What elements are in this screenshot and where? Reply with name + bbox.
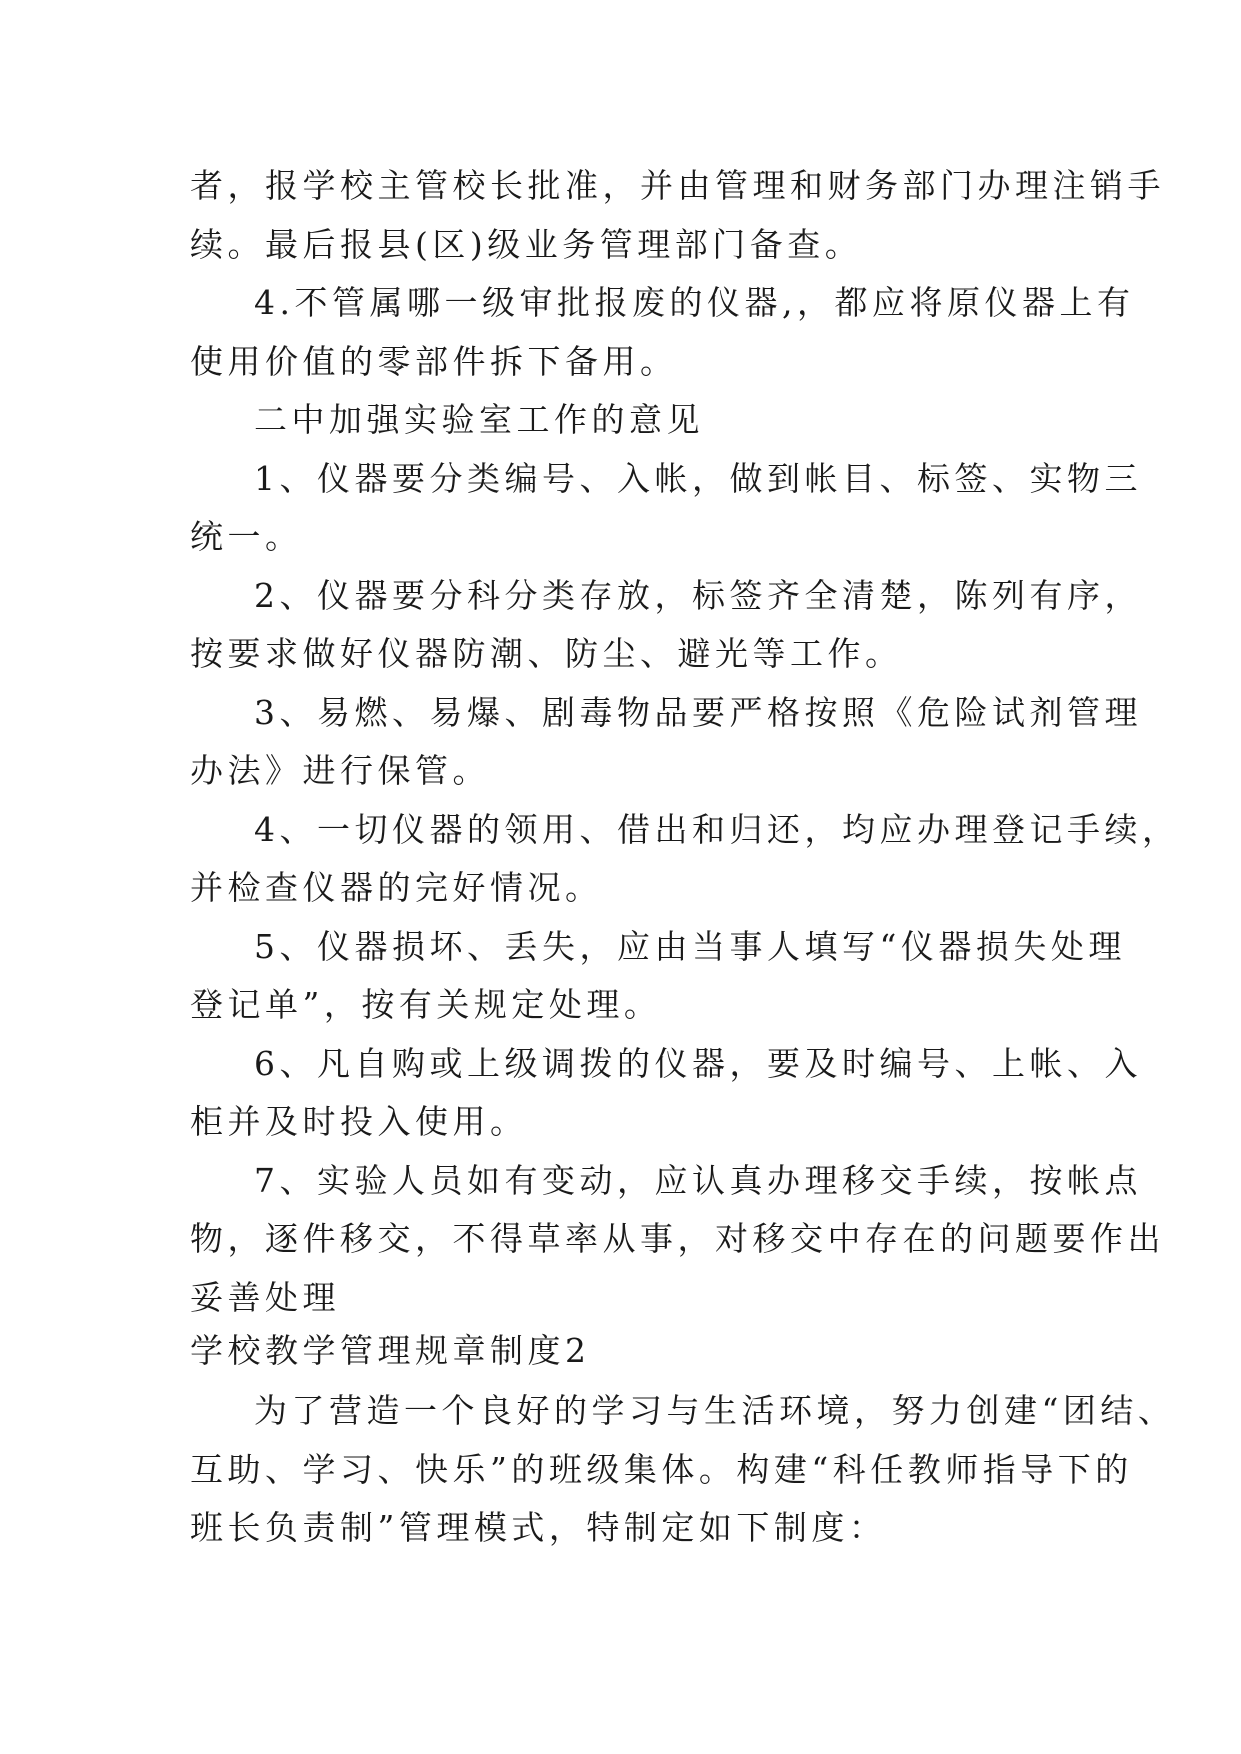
- text-line: 登记单”，按有关规定处理。: [190, 985, 662, 1024]
- text-line: 者，报学校主管校长批准，并由管理和财务部门办理注销手: [190, 166, 1165, 205]
- text-line: 7、实验人员如有变动，应认真办理移交手续，按帐点: [254, 1161, 1142, 1200]
- text-line: 物，逐件移交，不得草率从事，对移交中存在的问题要作出: [190, 1219, 1165, 1258]
- text-line: 班长负责制”管理模式，特制定如下制度：: [190, 1508, 887, 1547]
- text-line: 按要求做好仪器防潮、防尘、避光等工作。: [190, 634, 903, 673]
- section-heading: 二中加强实验室工作的意见: [254, 400, 704, 439]
- text-line: 2、仪器要分科分类存放，标签齐全清楚，陈列有序，: [254, 576, 1142, 615]
- text-line: 柜并及时投入使用。: [190, 1102, 528, 1141]
- section-title: 学校教学管理规章制度2: [190, 1331, 591, 1370]
- text-line: 并检查仪器的完好情况。: [190, 868, 603, 907]
- text-line: 3、易燃、易爆、剧毒物品要严格按照《危险试剂管理: [254, 693, 1142, 732]
- text-line: 使用价值的零部件拆下备用。: [190, 342, 678, 381]
- text-line: 4.不管属哪一级审批报废的仪器,，都应将原仪器上有: [254, 283, 1135, 322]
- text-line: 4、一切仪器的领用、借出和归还，均应办理登记手续，: [254, 810, 1180, 849]
- text-line: 互助、学习、快乐”的班级集体。构建“科任教师指导下的: [190, 1450, 1133, 1489]
- text-line: 妥善处理: [190, 1278, 340, 1317]
- text-line: 续。最后报县(区)级业务管理部门备查。: [190, 225, 863, 264]
- text-line: 6、凡自购或上级调拨的仪器，要及时编号、上帐、入: [254, 1044, 1142, 1083]
- text-line: 办法》进行保管。: [190, 751, 490, 790]
- text-line: 5、仪器损坏、丢失，应由当事人填写“仪器损失处理: [254, 927, 1126, 966]
- text-line: 为了营造一个良好的学习与生活环境，努力创建“团结、: [254, 1391, 1176, 1430]
- text-line: 1、仪器要分类编号、入帐，做到帐目、标签、实物三: [254, 459, 1142, 498]
- text-line: 统一。: [190, 517, 303, 556]
